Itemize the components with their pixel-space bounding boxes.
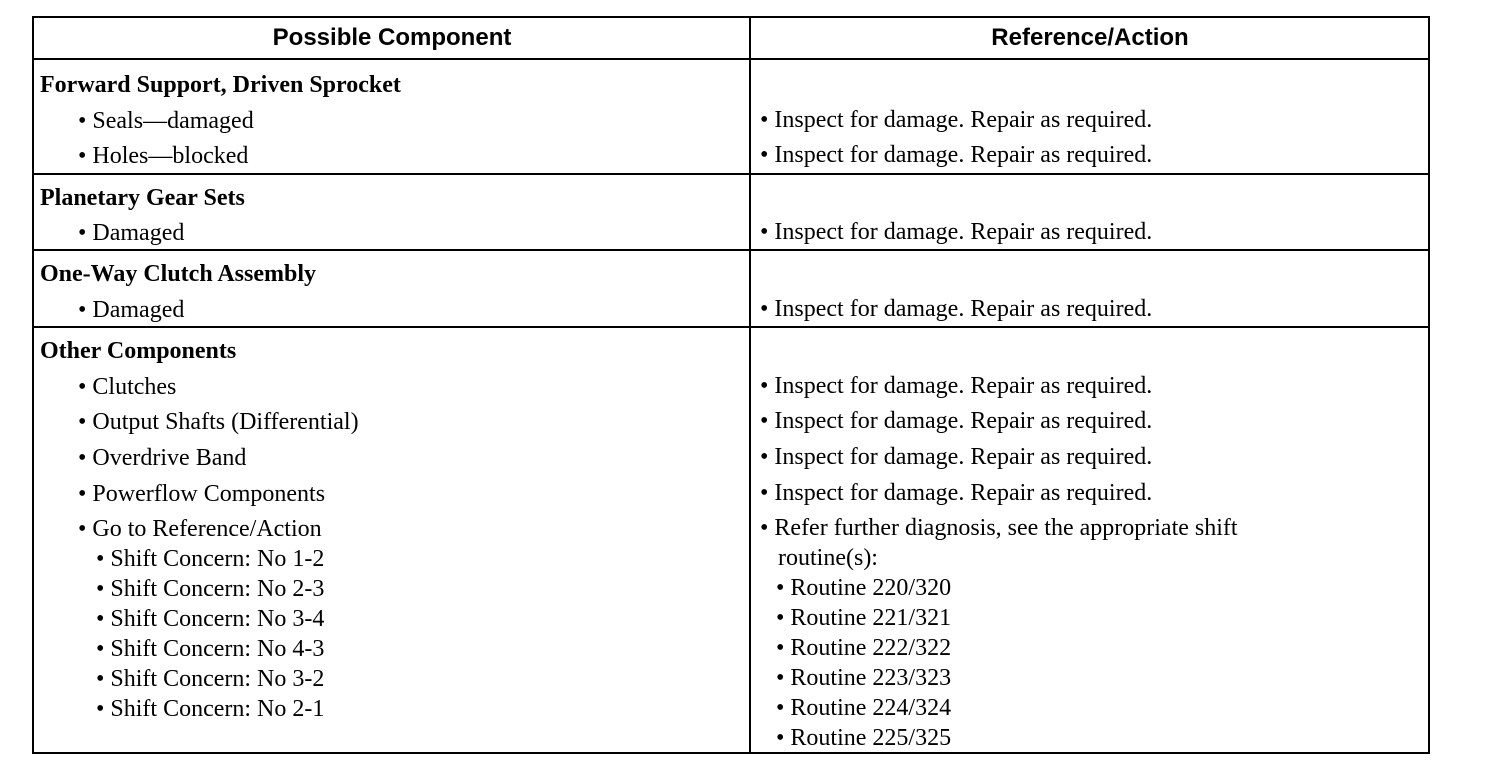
diagnosis-table — [32, 16, 1430, 754]
action-item: • Inspect for damage. Repair as required. — [760, 408, 1153, 434]
action-item: • Inspect for damage. Repair as required. — [760, 142, 1153, 168]
action-item: • Inspect for damage. Repair as required. — [760, 107, 1153, 133]
column-divider — [749, 18, 751, 752]
action-item: • Refer further diagnosis, see the appropriate shift — [760, 515, 1238, 541]
component-item: • Damaged — [78, 297, 185, 323]
group-title-forward-support: Forward Support, Driven Sprocket — [40, 72, 401, 98]
row-divider — [34, 249, 1428, 251]
action-item: • Inspect for damage. Repair as required. — [760, 373, 1153, 399]
routine-item: • Routine 222/322 — [776, 635, 952, 661]
action-item: • Inspect for damage. Repair as required. — [760, 444, 1153, 470]
routine-item: • Routine 223/323 — [776, 665, 952, 691]
component-item: • Go to Reference/Action — [78, 516, 322, 542]
header-possible-component: Possible Component — [34, 18, 750, 60]
component-item: • Output Shafts (Differential) — [78, 409, 359, 435]
group-title-other-components: Other Components — [40, 338, 237, 364]
action-item: • Inspect for damage. Repair as required. — [760, 480, 1153, 506]
component-item: • Holes—blocked — [78, 143, 249, 169]
component-item: • Powerflow Components — [78, 481, 326, 507]
component-item: • Clutches — [78, 374, 177, 400]
routine-item: • Routine 224/324 — [776, 695, 952, 721]
shift-concern-item: • Shift Concern: No 3-2 — [96, 666, 325, 692]
component-item: • Damaged — [78, 220, 185, 246]
group-title-planetary-gear-sets: Planetary Gear Sets — [40, 185, 245, 211]
routine-item: • Routine 221/321 — [776, 605, 952, 631]
shift-concern-item: • Shift Concern: No 2-1 — [96, 696, 325, 722]
shift-concern-item: • Shift Concern: No 2-3 — [96, 576, 325, 602]
action-item: • Inspect for damage. Repair as required. — [760, 296, 1153, 322]
shift-concern-item: • Shift Concern: No 1-2 — [96, 546, 325, 572]
action-continuation: routine(s): — [778, 545, 878, 571]
shift-concern-item: • Shift Concern: No 3-4 — [96, 606, 325, 632]
row-divider — [34, 326, 1428, 328]
header-reference-action: Reference/Action — [750, 18, 1430, 60]
row-divider — [34, 173, 1428, 175]
shift-concern-item: • Shift Concern: No 4-3 — [96, 636, 325, 662]
component-item: • Overdrive Band — [78, 445, 247, 471]
group-title-one-way-clutch: One-Way Clutch Assembly — [40, 261, 317, 287]
action-item: • Inspect for damage. Repair as required. — [760, 219, 1153, 245]
routine-item: • Routine 225/325 — [776, 725, 952, 751]
routine-item: • Routine 220/320 — [776, 575, 952, 601]
component-item: • Seals—damaged — [78, 108, 254, 134]
